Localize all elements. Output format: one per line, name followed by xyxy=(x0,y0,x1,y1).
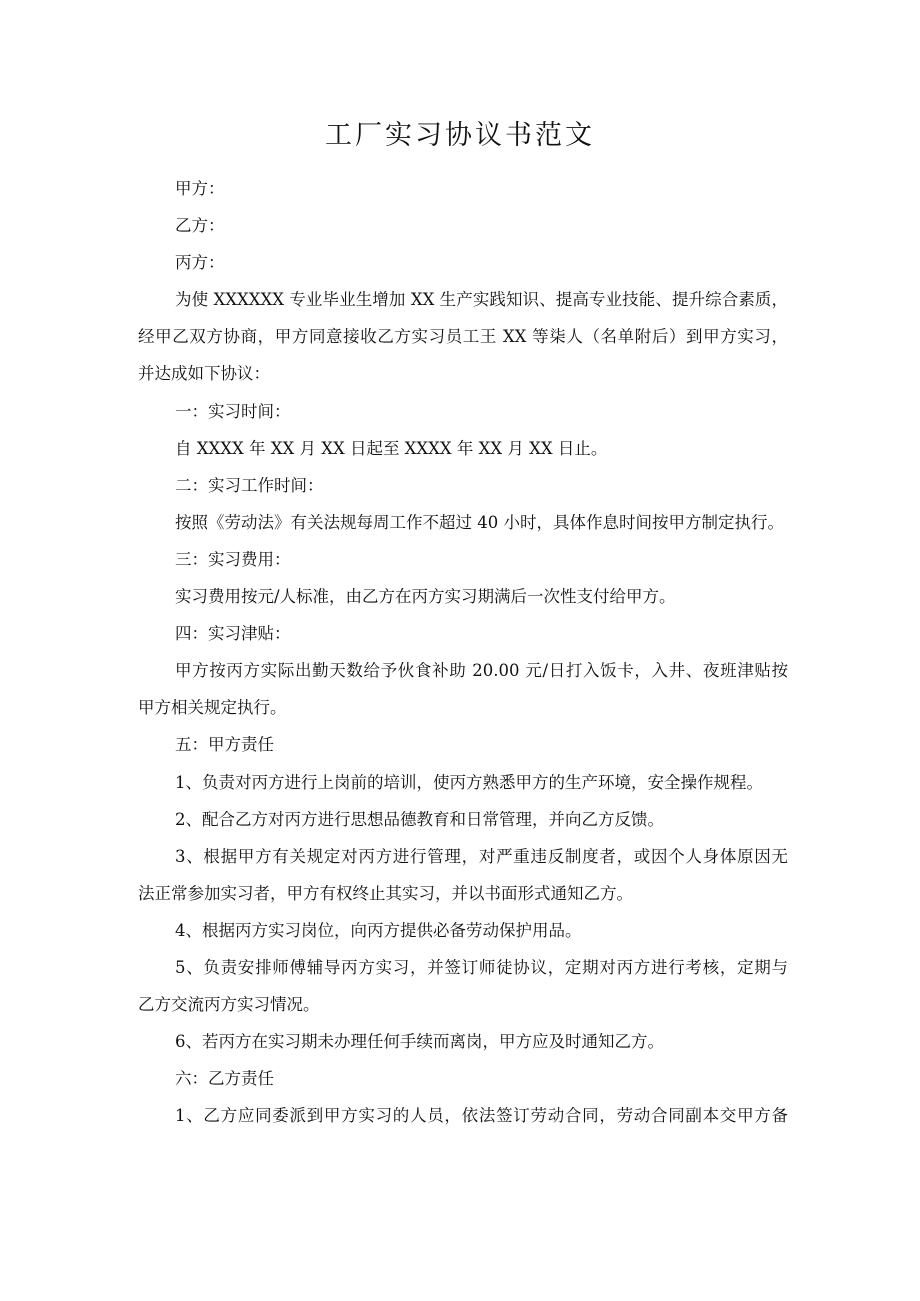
party-c-label: 丙方： xyxy=(175,253,225,273)
section-4-heading: 四：实习津贴： xyxy=(175,624,291,644)
section-2-text: 按照《劳动法》有关法规每周工作不超过 40 小时，具体作息时间按甲方制定执行。 xyxy=(175,512,784,532)
section-6-heading: 六：乙方责任 xyxy=(175,1069,274,1089)
section-5-item: 1、负责对丙方进行上岗前的培训，使丙方熟悉甲方的生产环境，安全操作规程。 xyxy=(175,772,763,792)
document-title: 工厂实习协议书范文 xyxy=(325,120,595,151)
section-5-item: 2、配合乙方对丙方进行思想品德教育和日常管理，并向乙方反馈。 xyxy=(175,809,664,829)
section-5-item-line: 法正常参加实习者，甲方有权终止其实习，并以书面形式通知乙方。 xyxy=(138,883,633,903)
section-5-item: 4、根据丙方实习岗位，向丙方提供必备劳动保护用品。 xyxy=(175,920,582,940)
section-5-item xyxy=(138,949,788,1023)
section-2-heading: 二：实习工作时间： xyxy=(175,475,324,495)
party-b-label: 乙方： xyxy=(175,216,225,236)
section-5-item-line: 乙方交流丙方实习情况。 xyxy=(138,995,320,1015)
intro-line: 经甲乙双方协商，甲方同意接收乙方实习员工王 XX 等柒人（名单附后）到甲方实习， xyxy=(138,327,788,347)
section-1-heading: 一：实习时间： xyxy=(175,401,291,421)
intro-paragraph xyxy=(138,281,788,392)
section-5-item: 6、若丙方在实习期未办理任何手续而离岗，甲方应及时通知乙方。 xyxy=(175,1032,664,1052)
section-1-text: 自 XXXX 年 XX 月 XX 日起至 XXXX 年 XX 月 XX 日止。 xyxy=(175,438,608,458)
intro-line: 并达成如下协议： xyxy=(138,364,270,384)
section-3-heading: 三：实习费用： xyxy=(175,549,291,569)
document-body xyxy=(138,170,788,1134)
section-5-item xyxy=(138,838,788,912)
party-a-label: 甲方： xyxy=(175,179,225,198)
section-4-line: 甲方按丙方实际出勤天数给予伙食补助 20.00 元/日打入饭卡，入井、夜班津贴按 xyxy=(175,661,788,681)
section-4-paragraph xyxy=(138,652,788,726)
section-5-item-line: 3、根据甲方有关规定对丙方进行管理，对严重违反制度者，或因个人身体原因无 xyxy=(175,846,788,866)
section-3-text: 实习费用按元/人标准，由乙方在丙方实习期满后一次性支付给甲方。 xyxy=(175,587,676,607)
section-5-heading: 五：甲方责任 xyxy=(175,735,274,755)
section-4-line: 甲方相关规定执行。 xyxy=(138,698,287,718)
section-5-item-line: 5、负责安排师傅辅导丙方实习，并签订师徒协议，定期对丙方进行考核，定期与 xyxy=(175,957,788,977)
intro-line: 为使 XXXXXX 专业毕业生增加 XX 生产实践知识、提高专业技能、提升综合素质， xyxy=(175,290,788,310)
section-6-item: 1、乙方应同委派到甲方实习的人员，依法签订劳动合同，劳动合同副本交甲方备 xyxy=(175,1106,788,1126)
